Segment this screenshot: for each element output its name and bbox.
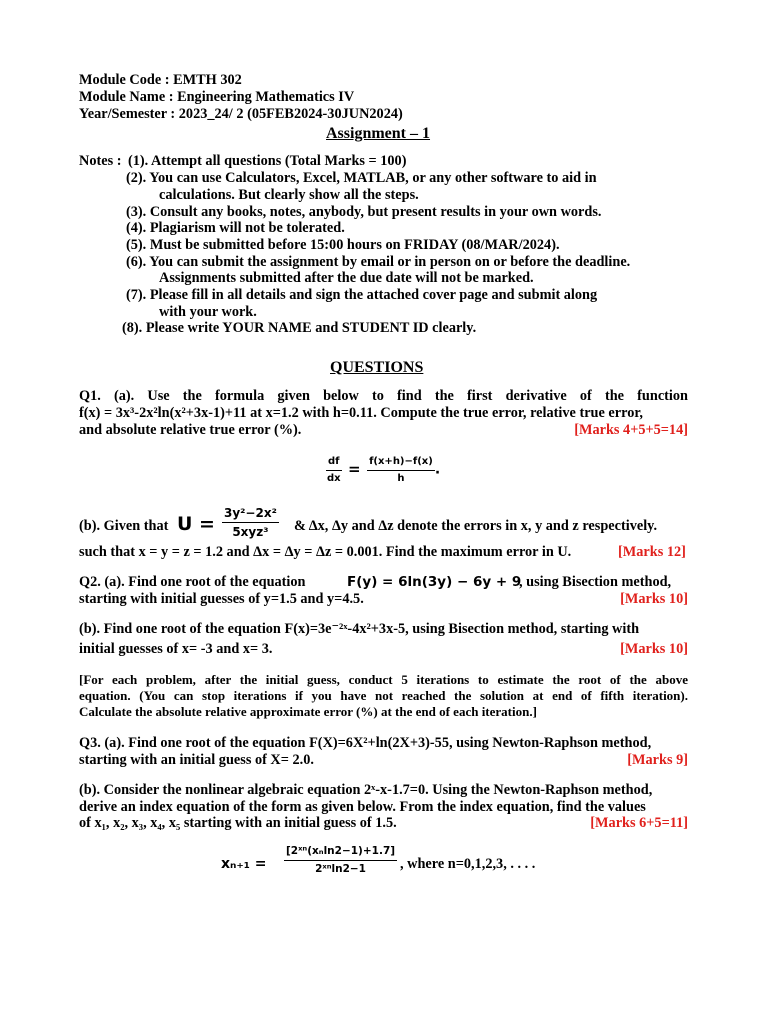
index-numerator: [2ˣⁿ(xₙln2−1)+1.7]: [284, 845, 397, 861]
index-denominator: 2ˣⁿln2−1: [315, 863, 366, 875]
note-7: (7). Please fill in all details and sign the attached cover page and submit along: [126, 287, 598, 303]
q1b-equals: =: [199, 513, 215, 535]
index-equation-lhs: xₙ₊₁ =: [221, 856, 267, 872]
note-6-cont: Assignments submitted after the due date will not be marked.: [159, 270, 534, 286]
notes-label: Notes :: [79, 153, 122, 169]
iteration-note-2: equation. (You can stop iterations if you have not reached the solution at end of fifth iteration).: [79, 688, 688, 703]
iteration-note-3: Calculate the absolute relative approximate error (%) at the end of each iteration.]: [79, 704, 537, 719]
q2a-suffix: , using Bisection method,: [519, 574, 672, 590]
derivative-lhs: [326, 456, 342, 485]
derivative-rhs-den: h: [397, 473, 405, 484]
q1b-line-2: such that x = y = z = 1.2 and Δx = Δy = Δz = 0.001. Find the maximum error in U.: [79, 544, 572, 560]
note-6: (6). You can submit the assignment by email or in person on or before the deadline.: [126, 254, 631, 270]
iteration-note-1: [For each problem, after the initial guess, conduct 5 iterations to estimate the root of the above: [79, 672, 688, 687]
q1b-rest: & Δx, Δy and Δz denote the errors in x, y and z respectively.: [294, 518, 658, 534]
q3b-line-1: (b). Consider the nonlinear algebraic equation 2ˣ-x-1.7=0. Using the Newton-Raphson method,: [79, 782, 653, 798]
q3a-marks: [Marks 9]: [627, 752, 688, 768]
q1a-line-3: and absolute relative true error (%).: [79, 422, 302, 438]
derivative-lhs-num: df: [326, 456, 342, 471]
q2a-equation: F(y) = 6ln(3y) − 6y + 9: [347, 574, 522, 590]
derivative-formula: $\frac{df}{dx}$ = $\frac{f(x+h)-f(x)}{h}$ .: [326, 456, 441, 484]
q1b-numerator: 3y²−2x²: [222, 506, 279, 523]
q2a-prefix: Q2. (a). Find one root of the equation: [79, 574, 306, 590]
module-code: Module Code : EMTH 302: [79, 72, 242, 88]
assignment-title: Assignment – 1: [326, 125, 431, 142]
index-equation-fraction: [284, 845, 397, 876]
q1a-marks: [Marks 4+5+5=14]: [574, 422, 688, 438]
q1b-denominator: 5xyz³: [232, 525, 269, 539]
q1b-fraction: [222, 506, 279, 539]
derivative-lhs-den: dx: [326, 473, 341, 484]
note-4: (4). Plagiarism will not be tolerated.: [126, 220, 345, 236]
q3b-marks: [Marks 6+5=11]: [590, 815, 688, 831]
q2b-marks: [Marks 10]: [620, 641, 688, 657]
note-7-cont: with your work.: [159, 304, 257, 320]
note-1: (1). Attempt all questions (Total Marks = 100): [128, 153, 407, 169]
derivative-rhs: [367, 456, 435, 485]
q1b-u-symbol: U: [177, 513, 193, 535]
q3a-line-2: starting with an initial guess of X= 2.0.: [79, 752, 314, 768]
q1b-prefix: (b). Given that: [79, 518, 169, 534]
q1b-marks: [Marks 12]: [618, 544, 686, 560]
questions-title: QUESTIONS: [330, 359, 424, 376]
q1a-line-1: Q1. (a). Use the formula given below to find the first derivative of the function: [79, 388, 688, 404]
q2b-line-1: (b). Find one root of the equation F(x)=3e⁻²ˣ-4x²+3x-5, using Bisection method, starting with: [79, 621, 640, 637]
index-equation-suffix: , where n=0,1,2,3, . . . .: [400, 856, 536, 872]
note-5: (5). Must be submitted before 15:00 hours on FRIDAY (08/MAR/2024).: [126, 237, 560, 253]
year-semester: Year/Semester : 2023_24/ 2 (05FEB2024-30JUN2024): [79, 106, 403, 122]
note-2: (2). You can use Calculators, Excel, MATLAB, or any other software to aid in: [126, 170, 597, 186]
q3b-line-2: derive an index equation of the form as given below. From the index equation, find the values: [79, 799, 646, 815]
note-3: (3). Consult any books, notes, anybody, but present results in your own words.: [126, 204, 602, 220]
q1a-line-2: f(x) = 3x³-2x²ln(x²+3x-1)+11 at x=1.2 with h=0.11. Compute the true error, relative true error,: [79, 405, 643, 421]
q3a-line-1: Q3. (a). Find one root of the equation F(X)=6X²+ln(2X+3)-55, using Newton-Raphson method,: [79, 735, 652, 751]
note-8: (8). Please write YOUR NAME and STUDENT ID clearly.: [122, 320, 477, 336]
q2a-marks: [Marks 10]: [620, 591, 688, 607]
q2a-line-2: starting with initial guesses of y=1.5 and y=4.5.: [79, 591, 364, 607]
derivative-rhs-num: f(x+h)−f(x): [367, 456, 435, 471]
note-2-cont: calculations. But clearly show all the steps.: [159, 187, 419, 203]
q2b-line-2: initial guesses of x= -3 and x= 3.: [79, 641, 273, 657]
module-name: Module Name : Engineering Mathematics IV: [79, 89, 355, 105]
q3b-line-3: of x₁, x₂, x₃, x₄, x₅ starting with an initial guess of 1.5.: [79, 815, 397, 831]
